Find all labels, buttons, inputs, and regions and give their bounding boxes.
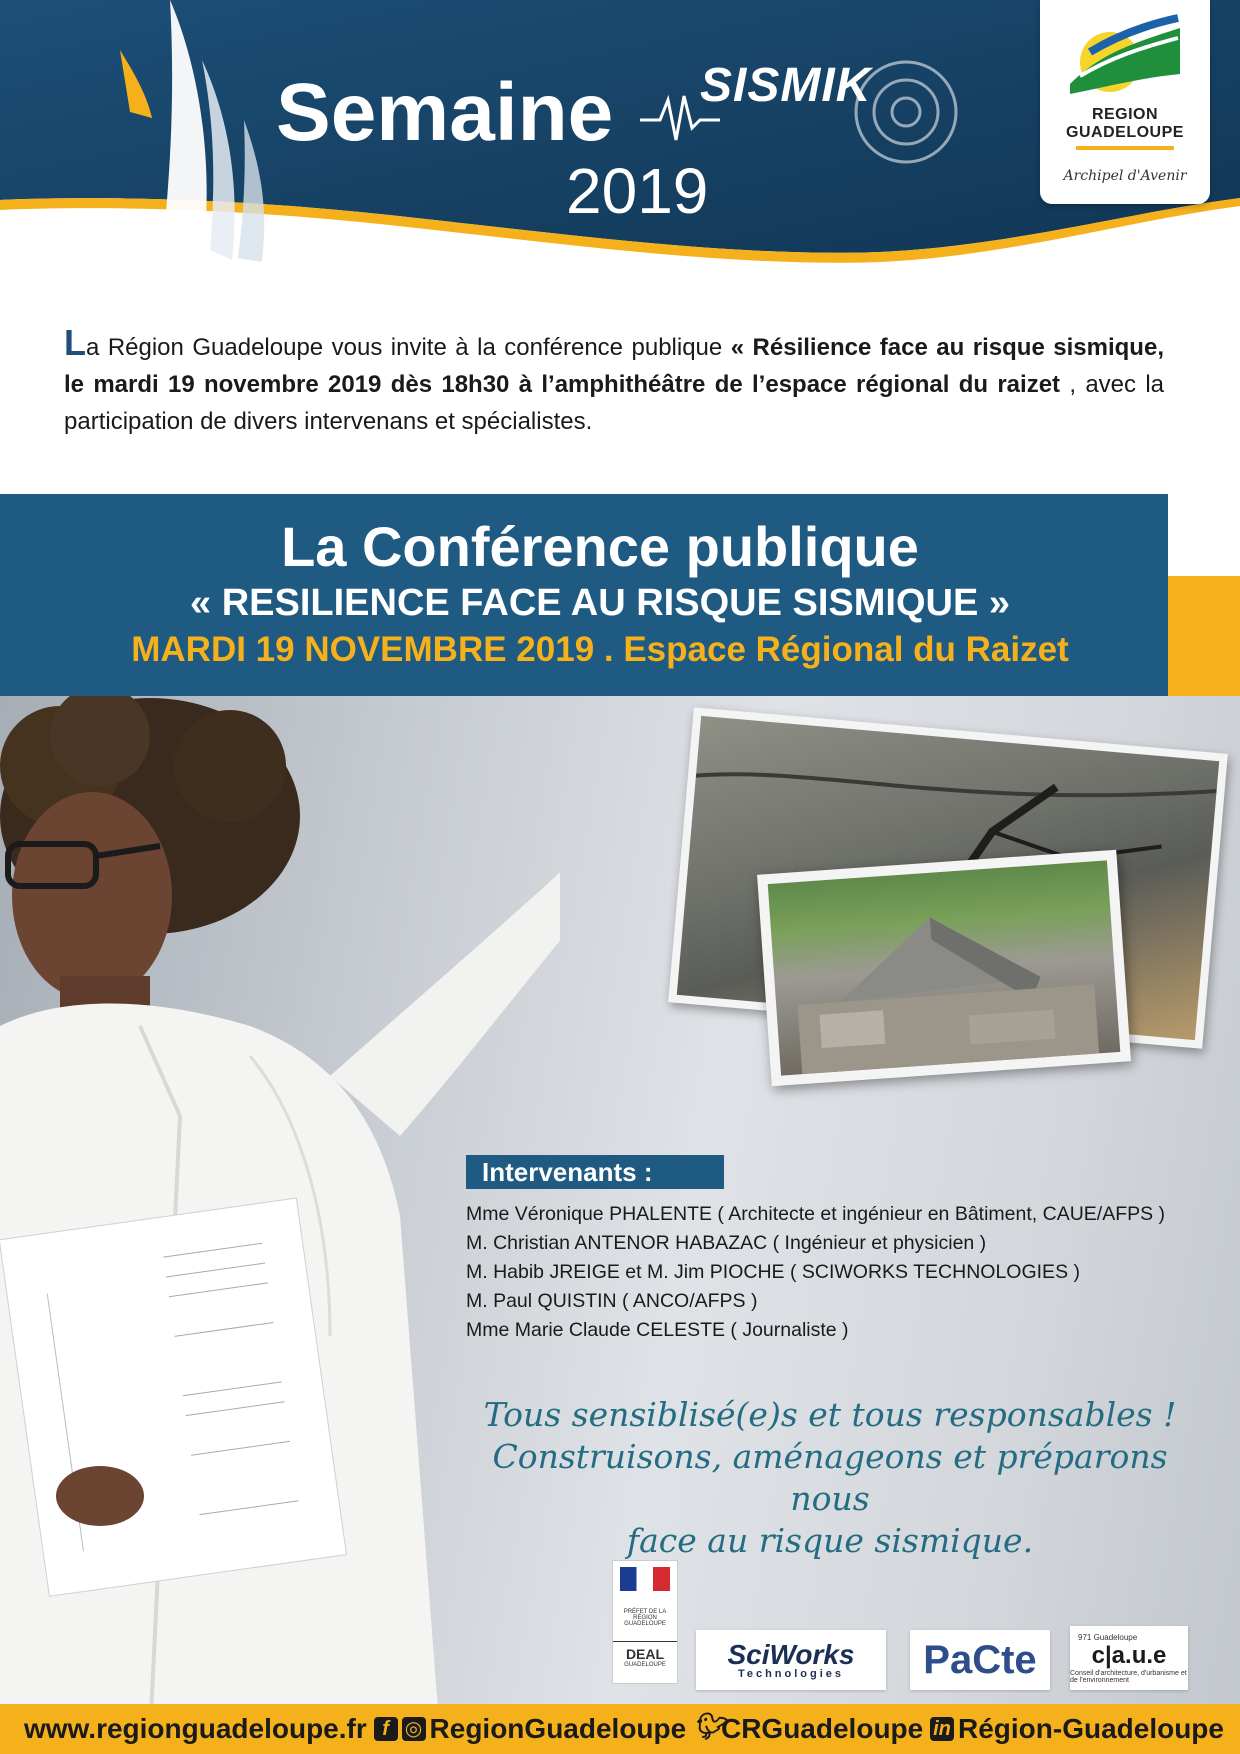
conference-date-place: MARDI 19 NOVEMBRE 2019 . Espace Régional du Raizet <box>131 630 1069 669</box>
intro-text-2: , avec la participation de divers intervenans et spécialistes. <box>64 371 1165 435</box>
twitter-link[interactable] <box>693 1713 923 1745</box>
speaker-item: M. Paul QUISTIN ( ANCO/AFPS ) <box>466 1290 758 1312</box>
caue-subtext: Conseil d'architecture, d'urbanisme et de l'environnement <box>1070 1669 1187 1684</box>
conference-title: La Conférence publique <box>281 515 919 578</box>
region-guadeloupe-logo[interactable] <box>1040 0 1210 204</box>
slogan-line-2: Construisons, aménageons et préparons nous <box>492 1437 1168 1518</box>
intro-paragraph <box>64 324 1164 440</box>
prefet-deal-logo[interactable] <box>612 1560 678 1684</box>
deal-text: DEAL <box>613 1641 677 1662</box>
slogan-line-3: face au risque sismique. <box>626 1521 1034 1560</box>
header-title: Semaine <box>276 67 614 158</box>
sismik-logo: SISMIK <box>700 59 872 112</box>
linkedin-link[interactable] <box>930 1713 1224 1745</box>
logo-divider <box>1076 146 1174 150</box>
caue-top: 971 Guadeloupe <box>1078 1632 1138 1642</box>
sciworks-name: SciWorks <box>727 1638 855 1670</box>
collapsed-house-image <box>768 860 1121 1075</box>
prefet-text: PRÉFET DE LA RÉGION GUADELOUPE <box>623 1609 667 1627</box>
caue-logo[interactable] <box>1070 1626 1188 1690</box>
speaker-item: M. Habib JREIGE et M. Jim PIOCHE ( SCIWORKS TECHNOLOGIES ) <box>466 1261 1080 1283</box>
intro-text-1: a Région Guadeloupe vous invite à la conférence publique <box>86 334 731 361</box>
region-logo-tagline: Archipel d'Avenir <box>1063 168 1187 184</box>
header-year: 2019 <box>566 155 709 227</box>
french-flag-icon <box>620 1567 670 1591</box>
speakers-heading: Intervenants : <box>466 1155 724 1189</box>
linkedin-handle: Région-Guadeloupe <box>957 1713 1224 1744</box>
speakers-list <box>466 1200 1236 1345</box>
pacte-logo[interactable]: PaCte <box>910 1630 1050 1690</box>
region-emblem-icon <box>1070 14 1180 100</box>
region-logo-text: REGION GUADELOUPE <box>1066 106 1184 141</box>
footer-bar <box>0 1704 1240 1754</box>
twitter-handle: CRGuadeloupe <box>720 1713 924 1744</box>
website-link[interactable]: www.regionguadeloupe.fr <box>24 1713 367 1744</box>
twitter-icon: 🐦︎ <box>692 1711 726 1741</box>
slogan-line-1: Tous sensiblisé(e)s et tous responsables ! <box>483 1395 1177 1434</box>
speaker-item: Mme Marie Claude CELESTE ( Journaliste ) <box>466 1319 849 1341</box>
conference-subtitle: « RESILIENCE FACE AU RISQUE SISMIQUE » <box>190 582 1010 624</box>
speaker-item: M. Christian ANTENOR HABAZAC ( Ingénieur et physicien ) <box>466 1232 987 1254</box>
sciworks-subtext: Technologies <box>737 1667 845 1680</box>
facebook-instagram-link[interactable] <box>374 1713 687 1745</box>
deal-subtext: GUADELOUPE <box>624 1662 666 1668</box>
facebook-instagram-handle: RegionGuadeloupe <box>429 1713 687 1744</box>
slogan <box>470 1394 1190 1562</box>
caue-name: c|a.u.e <box>1091 1641 1167 1669</box>
intro-text-bold: « Résilience face au risque sismique, le mardi 19 novembre 2019 dès 18h30 à l’amphithéâtre de l’espace régional du raizet <box>64 334 1164 398</box>
photo-collapsed-house <box>757 850 1131 1087</box>
intro-dropcap: L <box>64 322 86 363</box>
linkedin-icon: in <box>930 1717 954 1741</box>
sciworks-logo[interactable] <box>696 1630 886 1690</box>
speaker-item: Mme Véronique PHALENTE ( Architecte et ingénieur en Bâtiment, CAUE/AFPS ) <box>466 1203 1166 1225</box>
instagram-icon: ◎ <box>402 1717 426 1741</box>
facebook-icon: f <box>374 1717 398 1741</box>
